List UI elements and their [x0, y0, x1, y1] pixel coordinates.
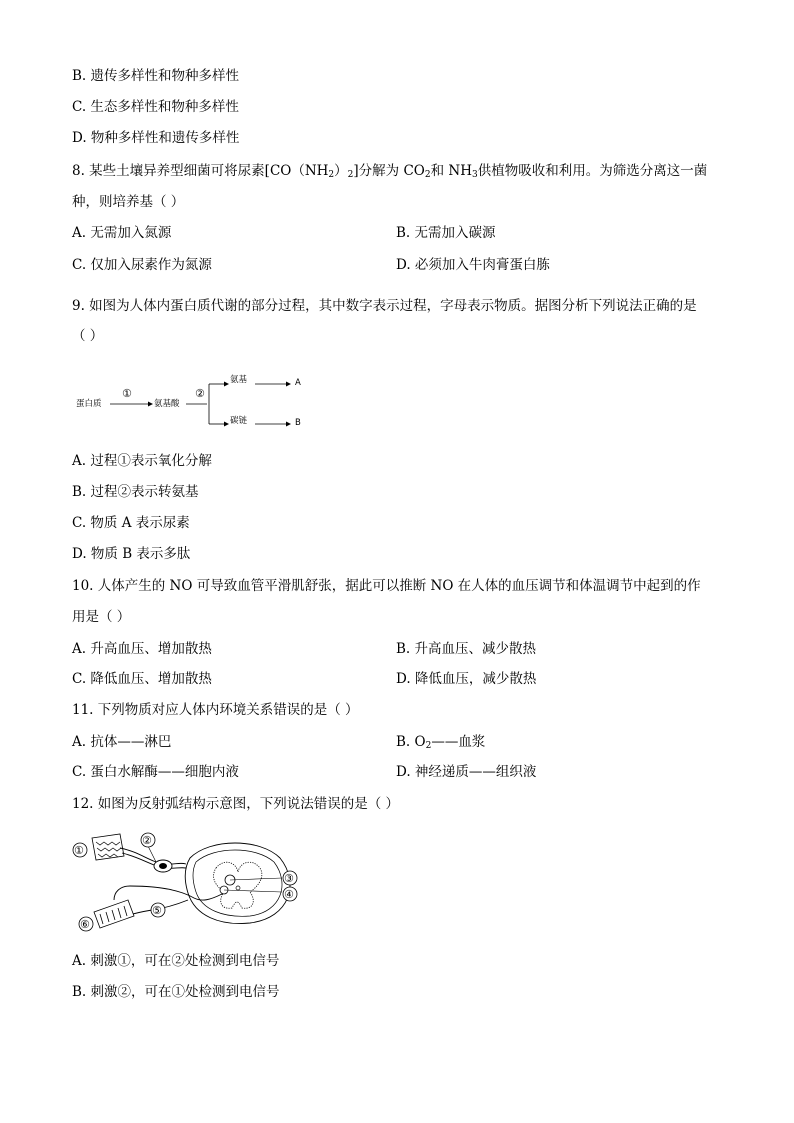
protein-metabolism-diagram [70, 370, 310, 430]
q11-option-b-sub: 2 [425, 741, 432, 751]
q7-option-b: B. 遗传多样性和物种多样性 [72, 68, 240, 84]
label-4-text: ④ [284, 888, 294, 901]
label-amino-group: 氨基 [230, 375, 248, 385]
q11-option-a: A. 抗体——淋巴 [72, 734, 172, 750]
q10-option-a: A. 升高血压、增加散热 [72, 641, 212, 657]
q10-stem-line1: 10. 人体产生的 NO 可导致血管平滑肌舒张，据此可以推断 NO 在人体的血压调节和体温调节中起到的作 [72, 578, 701, 594]
q8-option-c: C. 仅加入尿素作为氮源 [72, 257, 212, 273]
label-1 [73, 843, 87, 857]
q9-option-c: C. 物质 A 表示尿素 [72, 515, 190, 531]
q8-stem-part: 供植物吸收和利用。为筛选分离这一菌 [477, 163, 708, 179]
q8-sub: 2 [424, 170, 431, 180]
ganglion-body [159, 863, 167, 869]
q11-stem: 11. 下列物质对应人体内环境关系错误的是（ ） [72, 702, 359, 718]
q7-option-c: C. 生态多样性和物种多样性 [72, 99, 239, 115]
q8-stem-part: 和 NH [430, 163, 472, 179]
q12-option-a: A. 刺激①，可在②处检测到电信号 [72, 953, 280, 969]
arrowhead-top [224, 382, 229, 387]
q8-option-d: D. 必须加入牛肉膏蛋白胨 [396, 257, 550, 273]
q9-option-a: A. 过程①表示氧化分解 [72, 453, 212, 469]
label-protein: 蛋白质 [76, 399, 102, 409]
q9-stem-line2: （ ） [72, 328, 104, 344]
leader-2 [148, 846, 156, 862]
arrowhead-bottom [224, 422, 229, 427]
label-2 [141, 833, 155, 847]
label-3 [283, 871, 297, 885]
q11-option-d: D. 神经递质——组织液 [396, 764, 537, 780]
q8-stem-part: ） [334, 163, 348, 179]
q11-option-b-part: ——血浆 [431, 734, 486, 750]
label-5 [151, 903, 165, 917]
label-3-text: ③ [284, 872, 294, 885]
label-output-a: A [295, 378, 301, 388]
q10-option-c: C. 降低血压、增加散热 [72, 671, 212, 687]
arrowhead-a [286, 382, 291, 387]
q9-stem-line1: 9. 如图为人体内蛋白质代谢的部分过程，其中数字表示过程，字母表示物质。据图分析下列说法正确的是 [72, 298, 697, 314]
q10-option-b: B. 升高血压、减少散热 [396, 641, 537, 657]
q11-option-c: C. 蛋白水解酶——细胞内液 [72, 764, 239, 780]
q8-stem-line2: 种，则培养基（ ） [72, 194, 185, 210]
q8-sub: 2 [328, 170, 335, 180]
label-step2: ② [195, 387, 205, 400]
q8-option-a: A. 无需加入氮源 [72, 225, 172, 241]
label-step1: ① [122, 387, 132, 400]
label-6 [79, 917, 93, 931]
arrowhead-b [286, 422, 291, 427]
receptor-skin-icon [92, 834, 124, 860]
q12-stem: 12. 如图为反射弧结构示意图，下列说法错误的是（ ） [72, 796, 400, 812]
label-amino-acid: 氨基酸 [154, 399, 180, 409]
q9-option-d: D. 物质 B 表示多肽 [72, 546, 191, 562]
effector-muscle-icon [94, 900, 134, 928]
label-6-text: ⑥ [80, 918, 90, 931]
label-5-text: ⑤ [152, 904, 162, 917]
q8-option-b: B. 无需加入碳源 [396, 225, 496, 241]
q12-option-b: B. 刺激②，可在①处检测到电信号 [72, 984, 280, 1000]
q10-stem-line2: 用是（ ） [72, 609, 131, 625]
label-2-text: ② [142, 834, 152, 847]
label-1-text: ① [74, 844, 84, 857]
q8-sub: 2 [347, 170, 354, 180]
label-carbon-chain: 碳链 [230, 416, 248, 426]
reflex-arc-diagram [70, 828, 310, 938]
q7-option-d: D. 物种多样性和遗传多样性 [72, 130, 240, 146]
q8-sub: 3 [471, 170, 478, 180]
q8-stem-line1 [72, 162, 707, 180]
q11-option-b [396, 733, 485, 751]
q10-option-d: D. 降低血压，减少散热 [396, 671, 537, 687]
central-canal [236, 886, 240, 890]
arrowhead-1 [148, 402, 153, 407]
q8-stem-part: ]分解为 CO [353, 163, 425, 179]
q9-option-b: B. 过程②表示转氨基 [72, 484, 199, 500]
label-output-b: B [295, 418, 301, 428]
label-4 [283, 887, 297, 901]
q11-option-b-part: B. O [396, 734, 426, 750]
q8-stem-part: 8. 某些土壤异养型细菌可将尿素[CO（NH [72, 163, 329, 179]
